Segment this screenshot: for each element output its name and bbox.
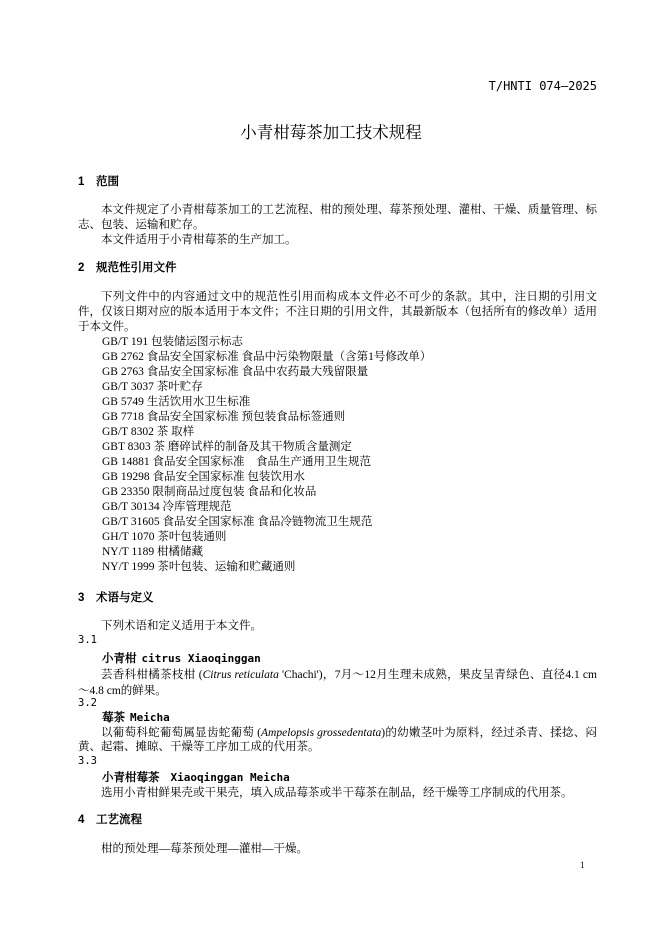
section-number: 2	[78, 262, 85, 274]
reference-item: NY/T 1189 柑橘储藏	[102, 546, 203, 558]
term-meicha	[102, 710, 170, 726]
reference-item: GB 2763 食品安全国家标准 食品中农药最大残留限量	[102, 366, 369, 378]
definition-text: 以葡萄科蛇葡萄属显齿蛇葡萄 (	[101, 727, 262, 739]
definition-text: 'Chachi')，7月～12月生理未成熟，果皮呈青绿色、直径4.1 cm～4.8 cm的鲜果。	[78, 669, 597, 697]
definition-xiaoqinggan	[78, 667, 597, 699]
reference-item: GB/T 191 包装储运图示标志	[102, 336, 243, 348]
definition-text: 选用小青柑鲜果壳或干果壳，填入成品莓茶或半干莓茶在制品，经干燥等工序制成的代用茶。	[101, 787, 573, 799]
section-number: 3	[78, 592, 85, 604]
reference-item: GB 7718 食品安全国家标准 预包装食品标签通则	[102, 411, 346, 423]
section-heading-scope	[78, 175, 119, 190]
section-number: 4	[78, 814, 85, 826]
section-heading-references	[78, 261, 177, 276]
definition-meicha	[78, 726, 597, 754]
clause-number-3-1: 3.1	[78, 634, 97, 646]
clause-number-3-2: 3.2	[78, 697, 97, 709]
scope-paragraph-1: 本文件规定了小青柑莓茶加工的工艺流程、柑的预处理、莓茶预处理、灌柑、干燥、质量管理、标志、包装、运输和贮存。	[78, 204, 597, 231]
term-english: Meicha	[130, 711, 170, 724]
reference-item: GB/T 8302 茶 取样	[102, 426, 195, 438]
latin-name: Ampelopsis grossedentata	[261, 727, 382, 739]
term-english: Xiaoqinggan Meicha	[170, 771, 290, 784]
scope-paragraph-2: 本文件适用于小青柑莓茶的生产加工。	[101, 234, 297, 246]
reference-list	[102, 335, 597, 575]
definition-text: 芸香科柑橘茶枝柑 (	[101, 669, 203, 681]
term-chinese: 莓茶	[102, 712, 125, 724]
document-code: T/HNTI 074—2025	[488, 79, 597, 93]
section-title: 工艺流程	[96, 814, 142, 826]
reference-item: NY/T 1999 茶叶包装、运输和贮藏通则	[102, 561, 296, 573]
definition-text: )的幼嫩茎叶为原料，经过杀青、揉捻、闷黄、起霜、摊晾、干燥等工序加工成的代用茶。	[78, 727, 598, 753]
reference-item: GB 5749 生活饮用水卫生标准	[102, 396, 251, 408]
reference-item: GB 23350 限制商品过度包装 食品和化妆品	[102, 486, 317, 498]
section-title: 规范性引用文件	[96, 262, 177, 274]
reference-item: GB 14881 食品安全国家标准 食品生产通用卫生规范	[102, 456, 371, 468]
references-intro: 下列文件中的内容通过文中的规范性引用而构成本文件必不可少的条款。其中，注日期的引用文件，仅该日期对应的版本适用于本文件；不注日期的引用文件，其最新版本（包括所有的修改单）适用于本文件。	[78, 291, 597, 333]
page-number: 1	[580, 860, 585, 870]
reference-item: GB/T 3037 茶叶贮存	[102, 381, 203, 393]
section-title: 术语与定义	[96, 592, 154, 604]
terms-intro: 下列术语和定义适用于本文件。	[101, 620, 262, 632]
reference-item: GH/T 1070 茶叶包装通则	[102, 531, 227, 543]
section-heading-process	[78, 813, 142, 828]
reference-item: GB 2762 食品安全国家标准 食品中污染物限量（含第1号修改单）	[102, 351, 432, 363]
definition-xiaoqinggan-meicha	[78, 786, 597, 801]
reference-item: GB 19298 食品安全国家标准 包装饮用水	[102, 471, 305, 483]
reference-item: GB/T 30134 冷库管理规范	[102, 501, 232, 513]
term-chinese: 小青柑莓茶	[102, 772, 160, 784]
reference-item: GBT 8303 茶 磨碎试样的制备及其干物质含量测定	[102, 441, 352, 453]
term-xiaoqinggan	[102, 651, 261, 667]
term-chinese: 小青柑	[102, 653, 137, 665]
process-flow-text: 柑的预处理—莓茶预处理—灌柑—干燥。	[101, 843, 308, 855]
term-english: citrus Xiaoqinggan	[141, 652, 261, 665]
section-number: 1	[78, 176, 85, 188]
section-title: 范围	[96, 176, 119, 188]
term-xiaoqinggan-meicha	[102, 770, 290, 786]
document-title: 小青柑莓茶加工技术规程	[240, 124, 422, 142]
clause-number-3-3: 3.3	[78, 755, 97, 767]
latin-name: Citrus reticulata	[202, 669, 279, 681]
section-heading-terms	[78, 591, 154, 606]
reference-item: GB/T 31605 食品安全国家标准 食品冷链物流卫生规范	[102, 516, 373, 528]
